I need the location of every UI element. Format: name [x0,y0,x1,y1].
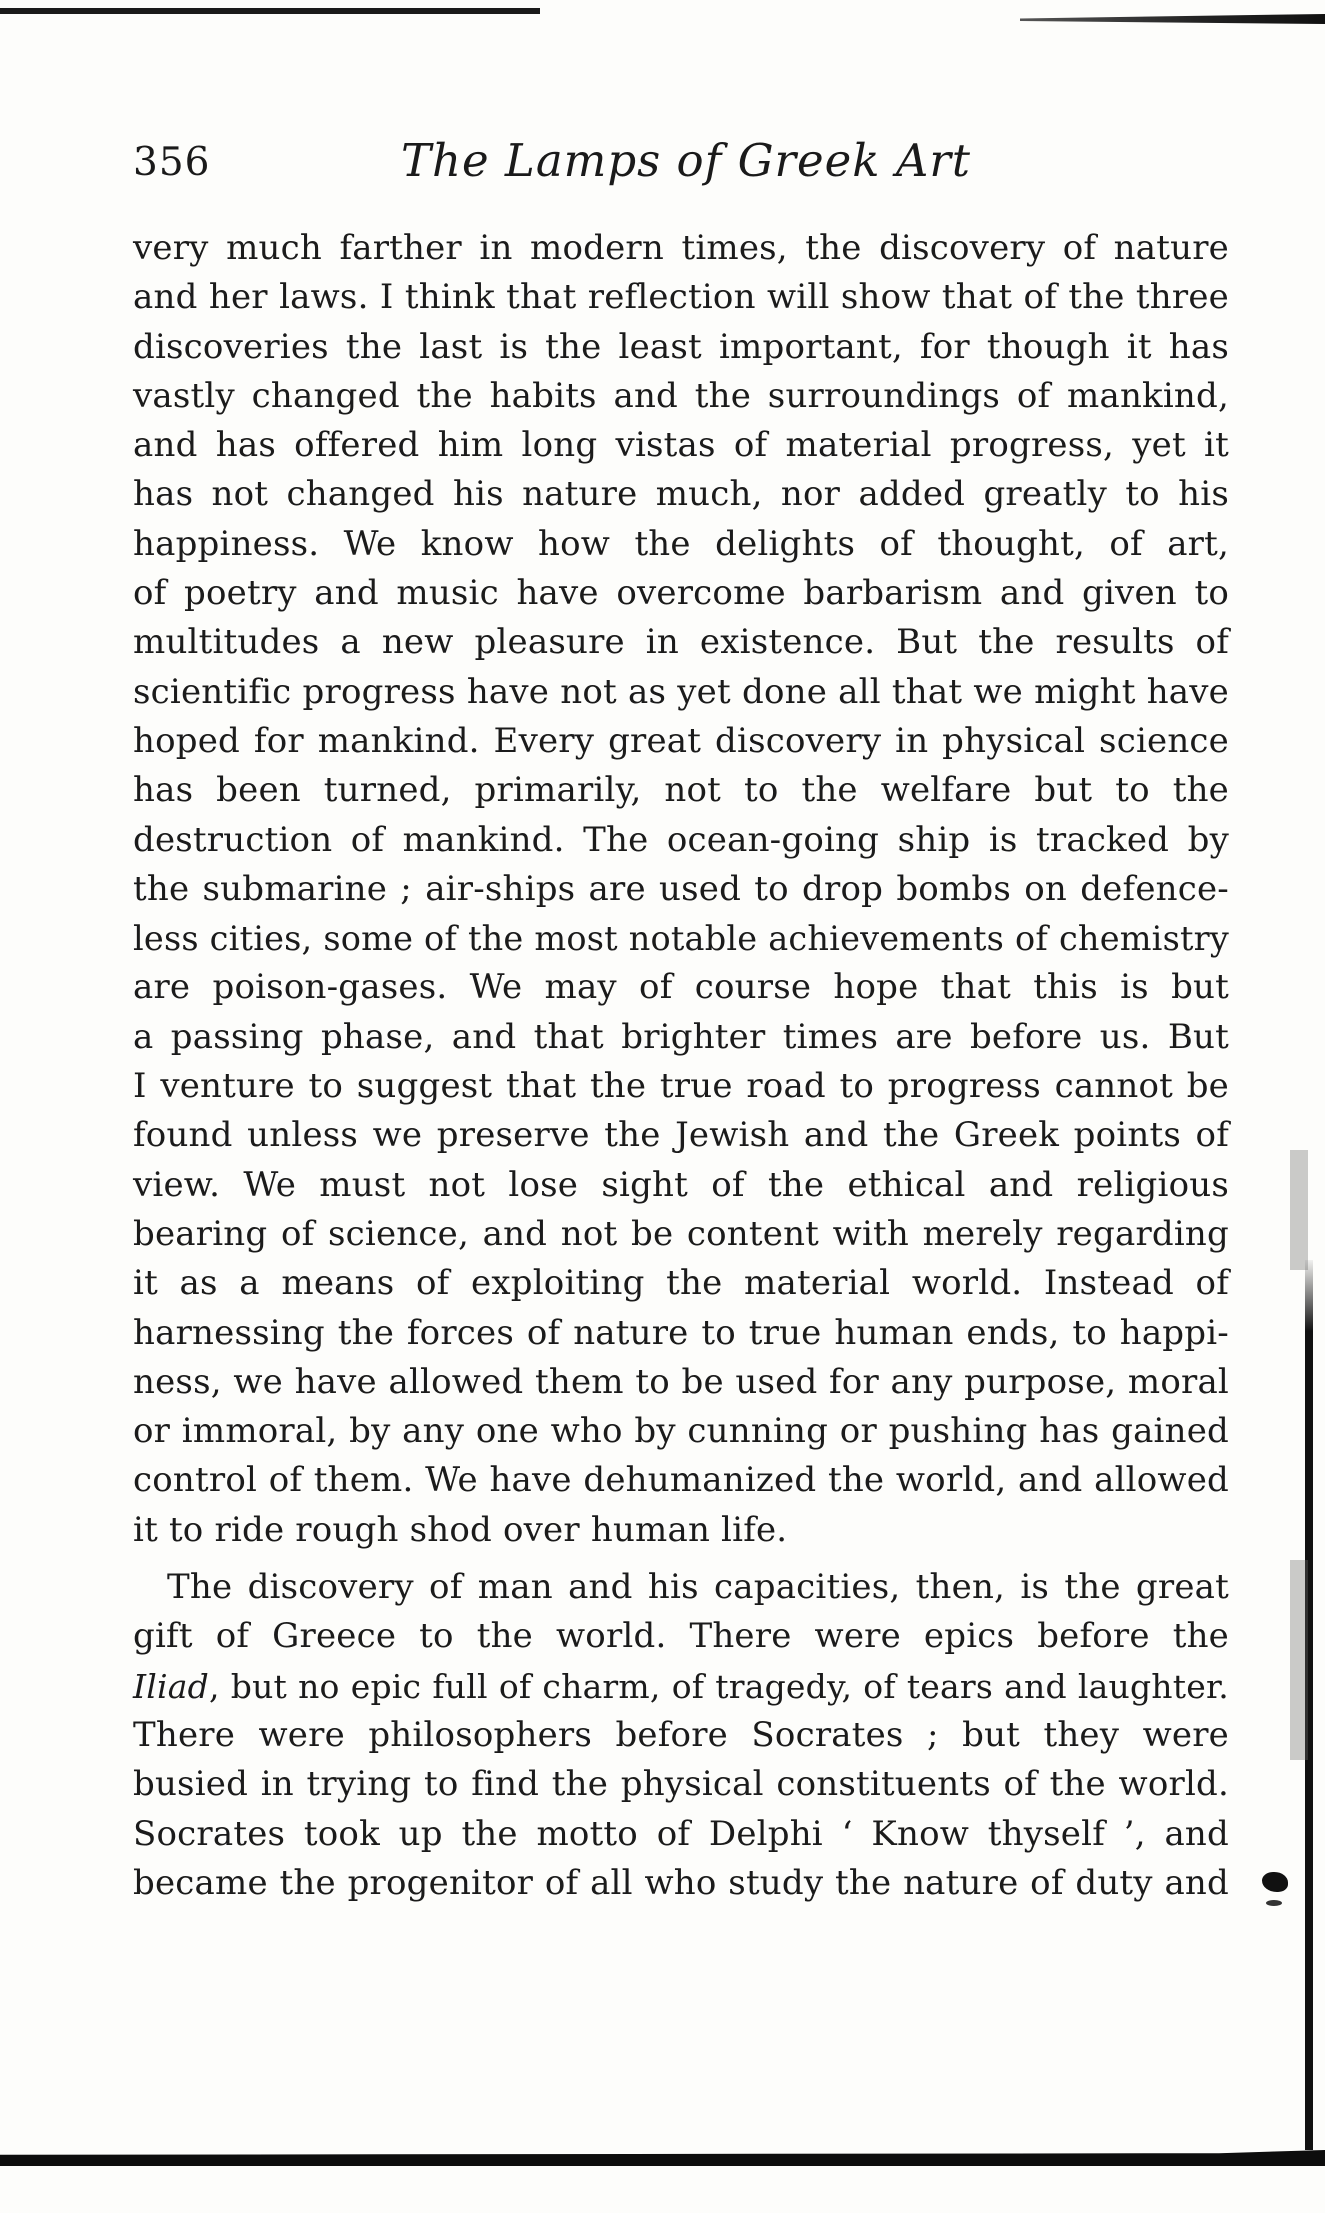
text-line: found unless we preserve the Jewish and the Greek points of [133,1115,1229,1156]
text-line: it as a means of exploiting the material world. Instead of [133,1263,1229,1304]
italic-title: Iliad [133,1666,209,1706]
text-line: are poison-gases. We may of course hope that this is but [133,967,1229,1008]
text-line: control of them. We have dehumanized the world, and allowed [133,1460,1229,1501]
text-line: a passing phase, and that brighter times are before us. But [133,1016,1229,1057]
text-line: There were philosophers before Socrates ; but they were [133,1714,1229,1755]
text-run: , but no epic full of charm, of tragedy, of tears and laughter. [208,1666,1229,1706]
ink-blot [1262,1872,1288,1892]
text-line: bearing of science, and not be content with merely regarding [133,1213,1229,1254]
text-line: I venture to suggest that the true road to progress cannot be [133,1066,1229,1107]
text-line: harnessing the forces of nature to true human ends, to happi- [133,1312,1229,1353]
text-line: and her laws. I think that reflection will show that of the three [133,277,1229,318]
scan-edge-bottom [0,2150,1325,2166]
text-line: multitudes a new pleasure in existence. But the results of [133,622,1229,663]
ink-blot [1266,1900,1282,1906]
text-line: The discovery of man and his capacities, then, is the great [167,1567,1229,1608]
scan-edge-top-right [1020,14,1325,24]
text-line: destruction of mankind. The ocean-going ship is tracked by [133,819,1229,860]
text-line: gift of Greece to the world. There were epics before the [133,1616,1229,1657]
text-line: vastly changed the habits and the surroundings of mankind, [133,375,1229,416]
text-line: hoped for mankind. Every great discovery in physical science [133,720,1229,761]
text-line: view. We must not lose sight of the ethical and religious [133,1164,1229,1205]
text-line: has not changed his nature much, nor added greatly to his [133,474,1229,515]
text-line: and has offered him long vistas of material progress, yet it [133,425,1229,466]
text-line: has been turned, primarily, not to the welfare but to the [133,770,1229,811]
paragraph-2 [133,1563,1229,1908]
text-line: became the progenitor of all who study the nature of duty and [133,1862,1229,1903]
text-line: discoveries the last is the least important, for though it has [133,326,1229,367]
text-line [133,1662,1229,1711]
scan-speckle [1290,1150,1308,1270]
text-line: scientific progress have not as yet done all that we might have [133,671,1229,712]
scan-edge-top-left [0,8,540,14]
paragraph-1 [133,224,1229,1555]
text-line: very much farther in modern times, the discovery of nature [133,228,1229,268]
text-line: happiness. We know how the delights of thought, of art, [133,523,1229,564]
text-line: or immoral, by any one who by cunning or pushing has gained [133,1411,1229,1452]
text-line: the submarine ; air-ships are used to drop bombs on defence- [133,868,1229,909]
page-number: 356 [133,140,211,185]
body-text [133,224,1229,1908]
running-title: The Lamps of Greek Art [401,134,971,187]
scan-speckle [1290,1560,1308,1760]
text-line: ness, we have allowed them to be used for any purpose, moral [133,1361,1229,1402]
text-line: Socrates took up the motto of Delphi ‘ Know thyself ’, and [133,1813,1229,1854]
text-line: of poetry and music have overcome barbarism and given to [133,573,1229,614]
text-line: busied in trying to find the physical constituents of the world. [133,1764,1229,1805]
text-line: it to ride rough shod over human life. [133,1509,788,1550]
running-head [133,134,1233,194]
text-line: less cities, some of the most notable achievements of chemistry [133,919,1229,959]
